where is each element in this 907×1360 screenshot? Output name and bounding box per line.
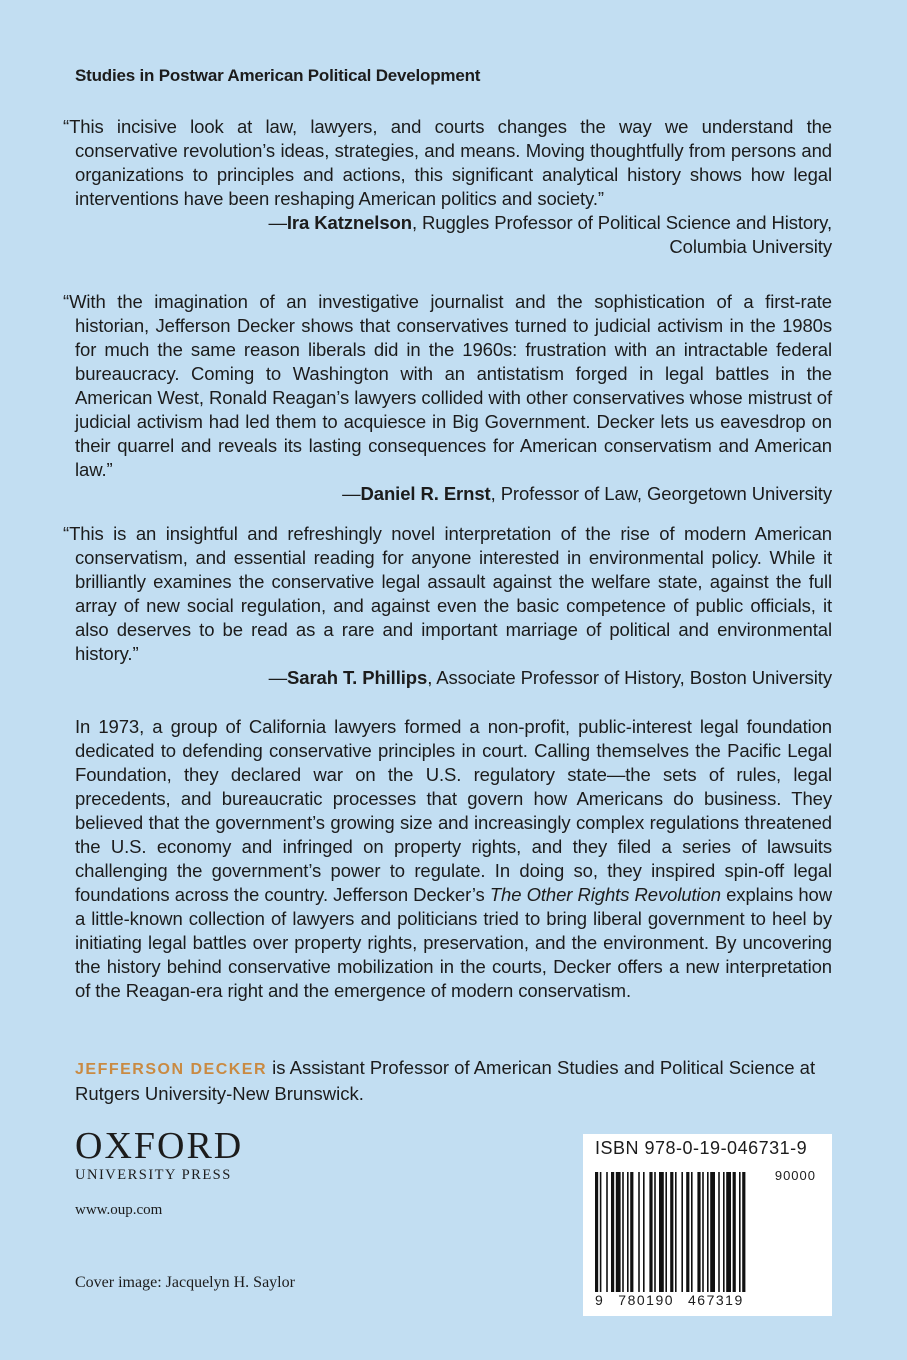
barcode-bar [665,1172,667,1292]
quote-text [63,290,832,482]
barcode-bar [616,1172,621,1292]
quote-attribution [63,211,832,235]
barcode-bar [733,1172,736,1292]
barcode-bar [611,1172,614,1292]
author-bio-text: is Assistant Professor of American Studies and Political Science at Rutgers University-New Brunswick. [75,1057,816,1104]
barcode-bar [710,1172,715,1292]
quote-author-title: , Associate Professor of History, Boston University [427,667,832,688]
cover-credit: Cover image: Jacquelyn H. Saylor [75,1274,295,1291]
attribution-dash: — [268,667,288,688]
barcode-bar [627,1172,629,1292]
barcode-bar [606,1172,608,1292]
isbn-label: ISBN 978-0-19-046731-9 [595,1138,808,1158]
book-title: The Other Rights Revolution [489,884,721,905]
author-bio [75,1056,832,1106]
quote-text [63,115,832,211]
barcode-bar [681,1172,683,1292]
quote-attribution [63,666,832,690]
quote-author-affiliation: Columbia University [669,236,832,257]
quote-author: Daniel R. Ernst [360,483,491,504]
open-quote-mark: “ [63,291,70,312]
barcode-bar [742,1172,745,1292]
barcode-bar [659,1172,664,1292]
barcode-digit-group2: 467319 [688,1292,744,1308]
quote-author-title: , Professor of Law, Georgetown University [490,483,832,504]
quote-author: Ira Katznelson [286,212,412,233]
barcode-bar [630,1172,633,1292]
quote-attribution [63,482,832,506]
attribution-dash: — [268,212,287,233]
barcode-digit-group1: 780190 [618,1292,675,1308]
barcode-bar [622,1172,624,1292]
barcode-bar [686,1172,689,1292]
barcode-bar [670,1172,673,1292]
quote-author: Sarah T. Phillips [287,667,428,688]
publisher-name: OXFORD [75,1125,244,1167]
barcode-bar [726,1172,731,1292]
quote-body: This is an insightful and refreshingly novel interpretation of the rise of modern American conservatism, and essential reading for anyone interested in environmental policy. While it brilliantly examines the conservative legal assault against the welfare state, against the full array of new social regulation, and against even the basic competence of public officials, it also deserves to be read as a rare and important marriage of political and environmental history.” [69,523,832,664]
publisher-logo [75,1127,243,1184]
barcode-bar [600,1172,602,1292]
series-title: Studies in Postwar American Political Development [75,66,481,85]
barcode-bar [643,1172,645,1292]
book-description [75,715,832,1003]
barcode-bar [697,1172,700,1292]
barcode-digits [595,1292,758,1308]
barcode-bar [718,1172,720,1292]
quote-phillips [63,522,832,690]
quote-ernst [63,290,832,506]
barcode-bar [654,1172,656,1292]
open-quote-mark: “ [63,523,70,544]
description-part1: In 1973, a group of California lawyers formed a non-profit, public-interest legal foundation dedicated to defending conservative principles in court. Calling themselves the Pacific Legal Foundation, they declared war on the U.S. regulatory state—the sets of rules, legal precedents, and bureaucratic processes that govern how Americans do business. They believed that the government’s growing size and increasingly complex regulations threatened the U.S. economy and infringed on property rights, and they filed a series of lawsuits challenging the government’s power to regulate. In doing so, they inspired spin-off legal foundations across the country. Jefferson Decker’s [75,716,832,905]
publisher-subtitle: UNIVERSITY PRESS [75,1167,232,1183]
barcode-bars [593,1172,817,1292]
quote-text [63,522,832,666]
quote-body: With the imagination of an investigative journalist and the sophistication of a first-rate historian, Jefferson Decker shows that conservatives turned to judicial activism in the 1980s for much the same reason liberals did in the 1960s: frustration with an intractable federal bureaucracy. Coming to Washington with an antistatism forged in legal battles in the American West, Ronald Reagan’s lawyers collided with other conservatives whose mistrust of judicial activism had led them to acquiesce in Big Government. Decker lets us eavesdrop on their quarrel and reveals its lasting consequences for American conservatism and American law.” [69,291,832,480]
barcode-bar [702,1172,704,1292]
publisher-website[interactable]: www.oup.com [75,1202,163,1218]
barcode-bar [691,1172,693,1292]
quote-body: This incisive look at law, lawyers, and courts changes the way we understand the conservative revolution’s ideas, strategies, and means. Moving thoughtfully from persons and organizations to principles and actions, this significant analytical history shows how legal interventions have been reshaping American politics and society.” [69,116,832,209]
barcode-bar [638,1172,640,1292]
barcode-bar [739,1172,741,1292]
quote-author-title: , Ruggles Professor of Political Science and History, [411,212,832,233]
barcode-bar [675,1172,677,1292]
author-name: JEFFERSON DECKER [75,1061,268,1078]
barcode-bar [649,1172,652,1292]
barcode-bar [707,1172,709,1292]
isbn-barcode [583,1134,832,1316]
description-part2: explains how a little-known collection of lawyers and politicians tried to bring liberal government to heel by initiating legal battles over property rights, preservation, and the environment. By uncovering the history behind conservative mobilization in the courts, Decker offers a new interpretation of the Reagan-era right and the emergence of modern conservatism. [75,884,832,1001]
quote-katznelson [63,115,832,259]
open-quote-mark: “ [63,116,70,137]
barcode-bar [595,1172,598,1292]
price-code: 90000 [774,1168,816,1183]
barcode-bar [723,1172,725,1292]
barcode-digit-lead: 9 [595,1292,605,1308]
attribution-dash: — [342,483,361,504]
